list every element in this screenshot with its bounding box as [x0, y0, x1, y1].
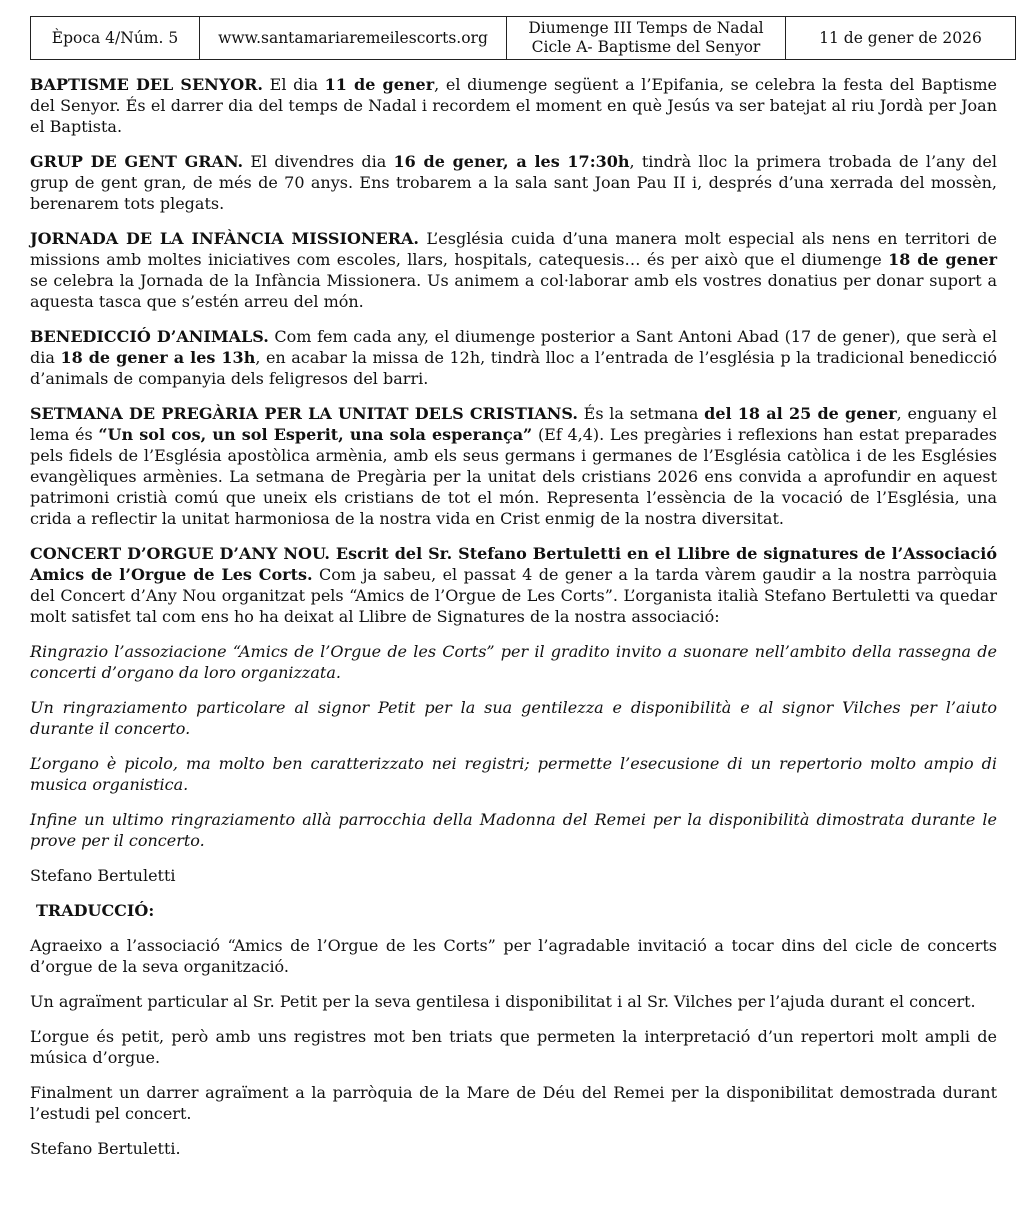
notice-gent-gran — [30, 151, 997, 214]
catalan-paragraph: Agraeixo a l’associació “Amics de l’Orgue de les Corts” per l’agradable invitació a tocar dins del cicle de concerts d’orgue de la seva organització. — [30, 936, 997, 976]
notice-motto: “Un sol cos, un sol Esperit, una sola esperança” — [98, 425, 533, 444]
notice-title: JORNADA DE LA INFÀNCIA MISSIONERA. — [30, 229, 420, 248]
notice-text: L’església cuida d’una manera molt especial als nens en territori de missions amb moltes iniciatives com escoles, llars, hospitals, catequesis… és per això que el diumenge — [30, 229, 998, 269]
notice-text: , enguany el lema és — [30, 404, 998, 444]
notice-animals — [30, 326, 997, 389]
notice-highlight: 16 de gener, a les 17:30h — [393, 152, 630, 171]
signature: Stefano Bertuletti — [30, 866, 176, 885]
notice-text: Com fem cada any, el diumenge posterior a Sant Antoni Abad (17 de gener), que serà el dia — [30, 327, 997, 367]
notice-title: CONCERT D’ORGUE D’ANY NOU. Escrit del Sr. Stefano Bertuletti en el Llibre de signatures de l’Associació Amics de l’Orgue de Les Corts. — [30, 544, 997, 584]
italian-paragraph: Un ringraziamento particolare al signor Petit per la sua gentilezza e disponibilità e al signor Vilches per l’aiuto durante il concerto. — [30, 698, 997, 738]
translation-heading: TRADUCCIÓ: — [36, 901, 155, 920]
notice-title: BENEDICCIÓ D’ANIMALS. — [30, 327, 269, 346]
catalan-paragraph: L’orgue és petit, però amb uns registres mot ben triats que permeten la interpretació d’un repertori molt ampli de música d’orgue. — [30, 1027, 997, 1067]
notice-infancia — [30, 228, 997, 312]
catalan-paragraph: Finalment un darrer agraïment a la parròquia de la Mare de Déu del Remei per la disponibilitat demostrada durant l’estudi pel concert. — [30, 1083, 997, 1123]
notice-highlight: del 18 al 25 de gener — [704, 404, 897, 423]
notice-text: El divendres dia — [243, 152, 394, 171]
notice-text: És la setmana — [577, 404, 705, 423]
catalan-paragraph: Un agraïment particular al Sr. Petit per la seva gentilesa i disponibilitat i al Sr. Vilches per l’ajuda durant el concert. — [30, 992, 976, 1011]
header-table — [30, 16, 1016, 60]
notice-text: , tindrà lloc la primera trobada de l’any del grup de gent gran, de més de 70 anys. Ens trobarem a la sala sant Joan Pau II i, després d’una xerrada del mossèn, berenarem tots plegats. — [30, 152, 997, 213]
notice-concert — [30, 543, 997, 627]
notice-text: El dia — [263, 75, 325, 94]
notice-title: GRUP DE GENT GRAN. — [30, 152, 244, 171]
liturgical-day — [507, 17, 786, 60]
italian-paragraph: Ringrazio l’assoziacione “Amics de l’Orgue de les Corts” per il gradito invito a suonare nell’ambito della rassegna de concerti d’organo da loro organizzata. — [30, 642, 997, 682]
issue-number: Època 4/Núm. 5 — [31, 17, 200, 60]
notice-setmana — [30, 403, 997, 529]
notice-baptisme — [30, 74, 997, 137]
header-row — [31, 17, 1016, 60]
notice-text: (Ef 4,4). Les pregàries i reflexions han estat preparades pels fidels de l’Església apostòlica armènia, amb els seus germans i germanes de l’Església catòlica i de les Esglésies evangèliques armènies. La setmana de Pregària per la unitat dels cristians 2026 ens convida a aprofundir en aquest patrimoni cristià comú que uneix els cristians de tot el món. Representa l’essència de la vocació de l’Església, una crida a reflectir la unitat harmoniosa de la nostra vida en Crist enmig de la nostra diversitat. — [30, 425, 997, 528]
notice-highlight: 11 de gener — [324, 75, 435, 94]
notice-text: Com ja sabeu, el passat 4 de gener a la tarda vàrem gaudir a la nostra parròquia del Concert d’Any Nou organitzat pels “Amics de l’Orgue de Les Corts”. L’organista italià Stefano Bertuletti va quedar molt satisfet tal com ens ho ha deixat al Llibre de Signatures de la nostra associació: — [30, 565, 998, 626]
notice-text: se celebra la Jornada de la Infància Missionera. Us animem a col·laborar amb els vostres donatius per donar suport a aquesta tasca que s’estén arreu del món. — [30, 271, 997, 311]
signature: Stefano Bertuletti. — [30, 1139, 181, 1158]
liturgical-day-line2: Cicle A- Baptisme del Senyor — [531, 38, 761, 56]
issue-date: 11 de gener de 2026 — [786, 17, 1016, 60]
website-link[interactable]: www.santamariaremeilescorts.org — [200, 17, 507, 60]
notice-text: , el diumenge següent a l’Epifania, se celebra la festa del Baptisme del Senyor. És el darrer dia del temps de Nadal i recordem el moment en què Jesús va ser batejat al riu Jordà per Joan el Baptista. — [30, 75, 997, 136]
notice-title: SETMANA DE PREGÀRIA PER LA UNITAT DELS CRISTIANS. — [30, 404, 578, 423]
italian-paragraph: Infine un ultimo ringraziamento allà parrocchia della Madonna del Remei per la disponibilità dimostrata durante le prove per il concerto. — [30, 810, 997, 850]
italian-paragraph: L’organo è picolo, ma molto ben caratterizzato nei registri; permette l’esecusione di un repertorio molto ampio di musica organistica. — [30, 754, 997, 794]
bulletin-content — [30, 74, 997, 1159]
notice-title: BAPTISME DEL SENYOR. — [30, 75, 263, 94]
bulletin-page — [30, 16, 997, 1173]
notice-highlight: 18 de gener — [888, 250, 997, 269]
notice-highlight: 18 de gener a les 13h — [60, 348, 256, 367]
notice-text: , en acabar la missa de 12h, tindrà lloc a l’entrada de l’església p la tradicional benedicció d’animals de companyia dels feligresos del barri. — [30, 348, 998, 388]
liturgical-day-line1: Diumenge III Temps de Nadal — [528, 19, 764, 37]
